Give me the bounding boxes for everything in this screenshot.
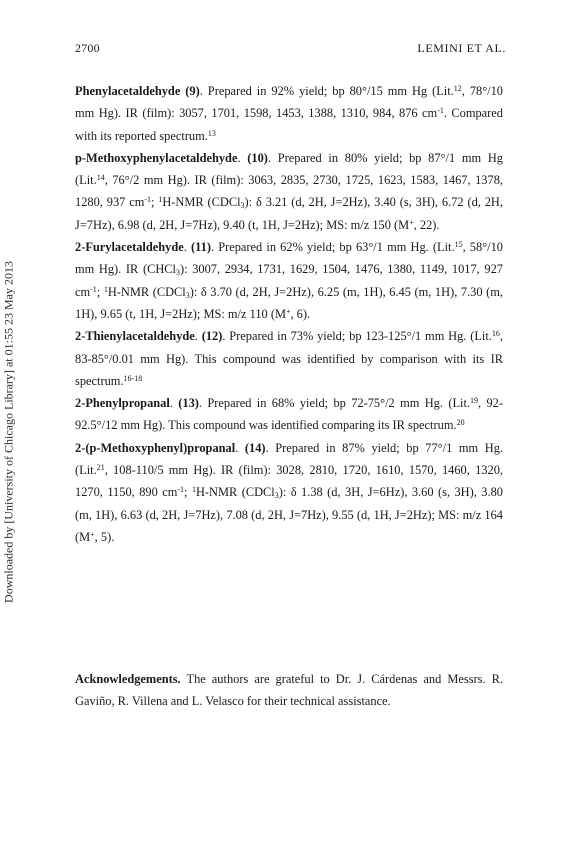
entry-text: ; xyxy=(96,284,104,299)
download-notice-text: Downloaded by [University of Chicago Library] at 01:55 23 May 2013 xyxy=(1,261,16,603)
reference-superscript: 16 xyxy=(491,329,500,339)
compound-number: (11) xyxy=(191,240,211,255)
entry-text: , 83-85°/0.01 mm Hg). This compound was identified by comparison with its IR spectrum. xyxy=(75,329,503,388)
running-head: LEMINI ET AL. xyxy=(417,41,506,55)
nmr-superscript: 1 xyxy=(191,485,196,495)
page-number: 2700 xyxy=(75,41,100,55)
unit-superscript: -1 xyxy=(144,195,152,205)
entry-text: . Prepared in 62% yield; bp 63°/1 mm Hg. (Lit. xyxy=(210,240,455,255)
formula-subscript: 3 xyxy=(185,290,190,300)
entry-text: , 76°/2 mm Hg). IR (film): 3063, 2835, 2730, 1725, 1623, 1583, 1467, 1378, 1280, 937 cm xyxy=(75,173,503,210)
reference-superscript: 21 xyxy=(96,463,105,473)
formula-subscript: 3 xyxy=(240,201,245,211)
entry-text: H-NMR (CDCl xyxy=(162,195,241,210)
entry-text: ; xyxy=(184,485,192,500)
ion-superscript: + xyxy=(285,306,291,316)
entry-text: , 78°/10 mm Hg). IR (film): 3057, 1701, 1598, 1453, 1388, 1310, 984, 876 cm xyxy=(75,84,504,121)
unit-superscript: -1 xyxy=(177,485,185,495)
compound-entry-12: 2-Thienylacetaldehyde. (12). Prepared in 73% yield; bp 123-125°/1 mm Hg. (Lit.$^{16}$, 83-85°/0.01 mm Hg). This compound was identified by comparison with its IR spectrum.$^{16-18}$ xyxy=(75,329,503,388)
compound-name: 2-Phenylpropanal xyxy=(75,396,170,411)
entry-text: ): 3007, 2934, 1731, 1629, 1504, 1476, 1380, 1149, 1017, 927 cm xyxy=(75,262,503,299)
acknowledgements-label: Acknowledgements. xyxy=(75,672,181,686)
formula-subscript: 3 xyxy=(274,491,279,501)
entry-text: . Prepared in 68% yield; bp 72-75°/2 mm Hg. (Lit. xyxy=(198,396,471,411)
entry-text: , 58°/10 mm Hg). IR (CHCl xyxy=(75,240,503,277)
reference-superscript: 16-18 xyxy=(123,373,143,383)
ion-superscript: + xyxy=(409,217,414,227)
compound-entry-9 xyxy=(75,80,503,147)
compound-name: 2-Furylacetaldehyde xyxy=(75,240,184,255)
entry-text: . Prepared in 73% yield; bp 123-125°/1 mm Hg. (Lit. xyxy=(222,329,492,344)
formula-subscript: 3 xyxy=(176,268,180,278)
compound-number: (9) xyxy=(185,84,200,98)
compound-number: (10) xyxy=(247,150,268,165)
reference-superscript: 15 xyxy=(454,240,463,250)
compound-number: (12) xyxy=(201,329,223,344)
reference-superscript: 14 xyxy=(96,173,105,183)
entry-text: . Compared with its reported spectrum. xyxy=(75,106,503,143)
entry-text: . Prepared in 80% yield; bp 87°/1 mm Hg (Lit. xyxy=(75,150,503,188)
reference-superscript: 12 xyxy=(453,84,462,93)
entry-text: ): δ 1.38 (d, 3H, J=6Hz), 3.60 (s, 3H), 3.80 (m, 1H), 6.63 (d, 2H, J=7Hz), 7.08 (d, 2H, J=7Hz), 9.55 (d, 1H, J=2Hz); MS: m/z 164 (M xyxy=(75,485,503,544)
entry-text: , 92-92.5°/12 mm Hg). This compound was identified comparing its IR spectrum. xyxy=(75,396,503,433)
entry-text: ): δ 3.21 (d, 2H, J=2Hz), 3.40 (s, 3H), 6.72 (d, 2H, J=7Hz), 6.98 (d, 2H, J=7Hz), 9.40 (t, 1H, J=2Hz); MS: m/z 150 (M xyxy=(75,195,503,232)
compound-name: 2-(p-Methoxyphenyl)propanal xyxy=(75,440,236,455)
nmr-superscript: 1 xyxy=(158,195,163,205)
entry-text: , 22). xyxy=(413,217,440,232)
nmr-superscript: 1 xyxy=(103,284,108,294)
compound-name: p-Methoxyphenylacetaldehyde xyxy=(75,150,238,165)
compound-entry-13: 2-Phenylpropanal. (13). Prepared in 68% yield; bp 72-75°/2 mm Hg. (Lit.$^{19}$, 92-92.5°/12 mm Hg). This compound was identified comparing its IR spectrum.$^{20}$ xyxy=(75,396,503,433)
entry-text: , 6). xyxy=(290,306,311,321)
entry-text: , 108-110/5 mm Hg). IR (film): 3028, 2810, 1720, 1610, 1570, 1460, 1320, 1270, 1150, 890 cm xyxy=(75,463,503,500)
entry-text: ): δ 3.70 (d, 2H, J=2Hz), 6.25 (m, 1H), 6.45 (m, 1H), 7.30 (m, 1H), 9.65 (t, 1H, J=2Hz); MS: m/z 110 (M xyxy=(75,284,503,321)
entry-text: ; xyxy=(151,195,159,210)
reference-superscript: 13 xyxy=(207,128,216,138)
unit-superscript: -1 xyxy=(90,284,97,294)
entry-text: . Prepared in 92% yield; bp 80°/15 mm Hg (Lit. xyxy=(199,84,454,98)
entry-text: , 5). xyxy=(94,529,115,544)
compound-number: (14) xyxy=(244,440,266,455)
compound-entry-11: 2-Furylacetaldehyde. (11). Prepared in 62% yield; bp 63°/1 mm Hg. (Lit.$^{15}$, 58°/10 mm Hg). IR (CHCl$_3$): 3007, 2934, 1731, 1629, 1504, 1476, 1380, 1149, 1017, 927 $cm^{-1}$; $^1$H-NMR (CDCl$_3$): δ 3.70 (d, 2H, J=2Hz), 6.25 (m, 1H), 6.45 (m, 1H), 7.30 (m, 1H), 9.65 (t, 1H, J=2Hz); MS: m/z 110 (M+, 6). xyxy=(75,240,503,321)
entry-text: H-NMR (CDCl xyxy=(195,485,275,500)
entry-text: H-NMR (CDCl xyxy=(107,284,186,299)
ion-superscript: + xyxy=(90,529,95,539)
compound-name: Phenylacetaldehyde xyxy=(75,84,181,98)
acknowledgements xyxy=(75,668,503,713)
acknowledgements-text: The authors are grateful to Dr. J. Cárdenas and Messrs. R. Gaviño, R. Villena and L. Velasco for their technical assistance. xyxy=(75,672,503,709)
entry-text: . Prepared in 87% yield; bp 77°/1 mm Hg. (Lit. xyxy=(75,440,504,478)
unit-superscript: -1 xyxy=(437,106,444,116)
compound-entry-14: 2-(p-Methoxyphenyl)propanal. (14). Prepared in 87% yield; bp 77°/1 mm Hg. (Lit.$^{21}$, 108-110/5 mm Hg). IR (film): 3028, 2810, 1720, 1610, 1570, 1460, 1320, 1270, 1150, 890 $cm^{-1}$; $^1$H-NMR (CDCl$_3$): δ 1.38 (d, 3H, J=6Hz), 3.60 (s, 3H), 3.80 (m, 1H), 6.63 (d, 2H, J=7Hz), 7.08 (d, 2H, J=7Hz), 9.55 (d, 1H, J=2Hz); MS: m/z 164 (M+, 5). xyxy=(75,440,504,544)
reference-superscript: 20 xyxy=(456,418,465,428)
compound-number: (13) xyxy=(178,396,199,411)
compound-entry-10: p-Methoxyphenylacetaldehyde. (10). Prepared in 80% yield; bp 87°/1 mm Hg (Lit.$^{14}$, 76°/2 mm Hg). IR (film): 3063, 2835, 2730, 1725, 1623, 1583, 1467, 1378, 1280, 937 $cm^{-1}$; $^1$H-NMR (CDCl$_3$): δ 3.21 (d, 2H, J=2Hz), 3.40 (s, 3H), 6.72 (d, 2H, J=7Hz), 6.98 (d, 2H, J=7Hz), 9.40 (t, 1H, J=2Hz); MS: m/z 150 (M+, 22). xyxy=(75,150,503,232)
reference-superscript: 19 xyxy=(470,396,479,406)
compound-name: 2-Thienylacetaldehyde xyxy=(75,329,195,344)
experimental-section xyxy=(75,80,503,548)
